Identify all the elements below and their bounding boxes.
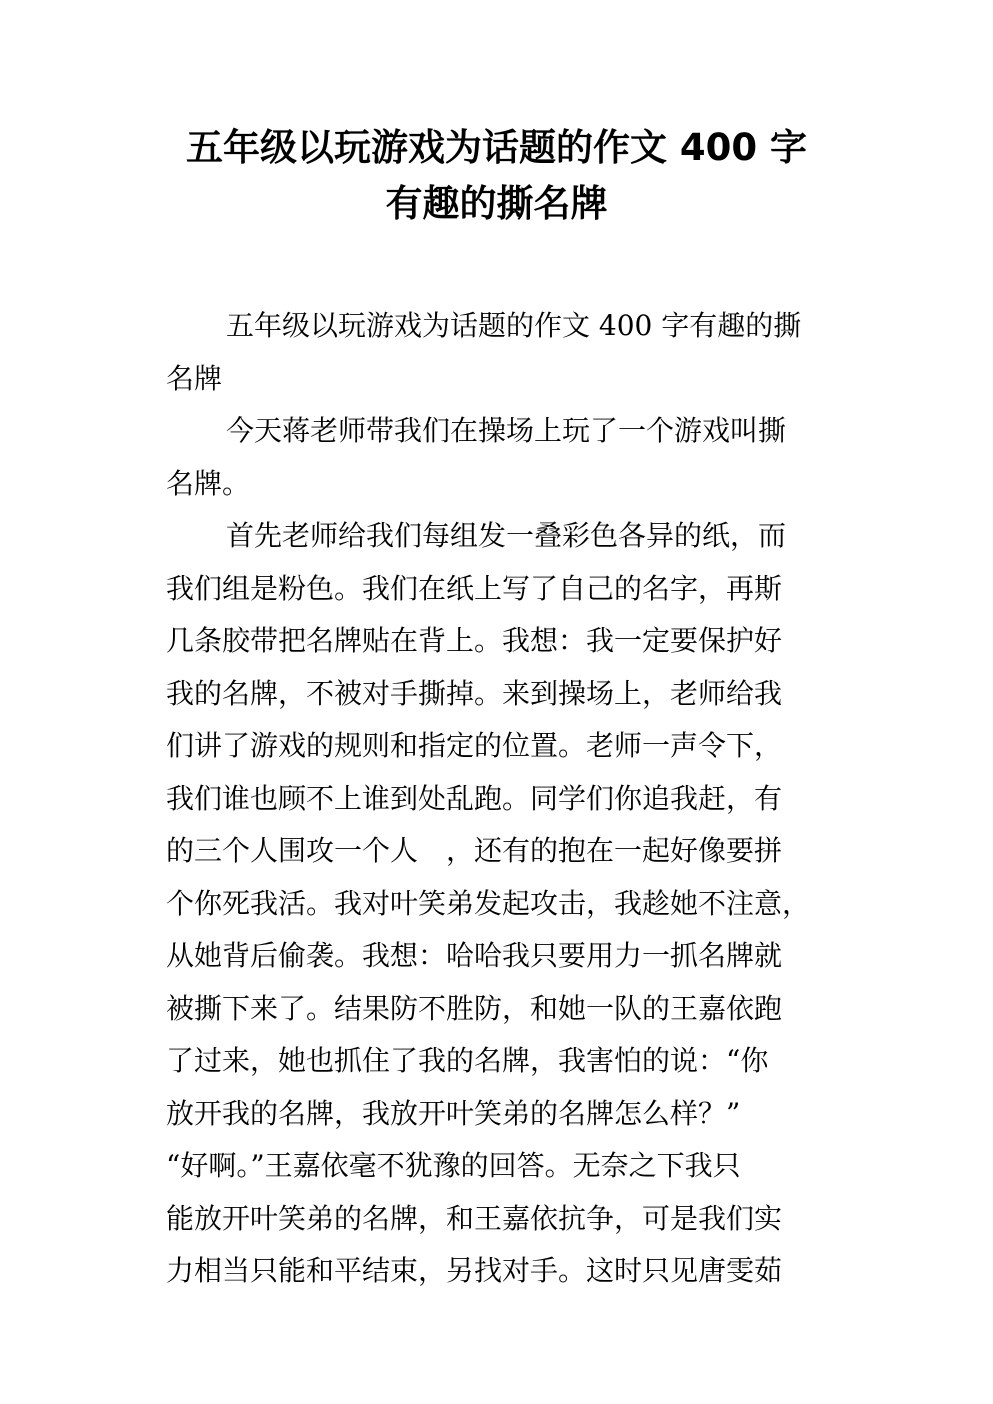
body-line: 的三个人围攻一个人 ，还有的抱在一起好像要拼	[166, 834, 783, 867]
body-line: 从她背后偷袭。我想：哈哈我只要用力一抓名牌就	[166, 939, 783, 972]
body-line: 首先老师给我们每组发一叠彩色各异的纸，而	[226, 519, 787, 552]
body-line: 放开我的名牌，我放开叶笑弟的名牌怎么样？”	[166, 1096, 741, 1130]
body-line: 被撕下来了。结果防不胜防，和她一队的王嘉依跑	[166, 991, 783, 1025]
body-line: 我们谁也顾不上谁到处乱跑。同学们你追我赶，有	[166, 781, 783, 815]
body-line: 我的名牌，不被对手撕掉。来到操场上，老师给我	[166, 676, 783, 710]
title-line-2: 有趣的撕名牌	[385, 182, 608, 225]
body-line: 五年级以玩游戏为话题的作文 400 字有趣的撕	[226, 309, 802, 342]
body-line: 们讲了游戏的规则和指定的位置。老师一声令下，	[166, 729, 783, 762]
body-line: 今天蒋老师带我们在操场上玩了一个游戏叫撕	[226, 414, 787, 447]
document-title	[0, 120, 993, 232]
body-line: 名牌。	[166, 466, 251, 500]
body-line: 我们组是粉色。我们在纸上写了自己的名字，再斯	[166, 571, 783, 605]
essay-body	[166, 300, 831, 1298]
body-line: 个你死我活。我对叶笑弟发起攻击，我趁她不注意，	[166, 886, 811, 920]
body-line: 名牌	[166, 361, 223, 395]
body-line: 能放开叶笑弟的名牌，和王嘉依抗争，可是我们实	[166, 1201, 783, 1235]
body-line: 了过来，她也抓住了我的名牌，我害怕的说：“你	[166, 1044, 769, 1077]
body-line: “好啊。”王嘉依毫不犹豫的回答。无奈之下我只	[166, 1149, 741, 1182]
title-line-1: 五年级以玩游戏为话题的作文 400 字	[186, 126, 807, 169]
body-line: 几条胶带把名牌贴在背上。我想：我一定要保护好	[166, 624, 783, 657]
body-line: 力相当只能和平结束，另找对手。这时只见唐雯茹	[166, 1254, 783, 1287]
